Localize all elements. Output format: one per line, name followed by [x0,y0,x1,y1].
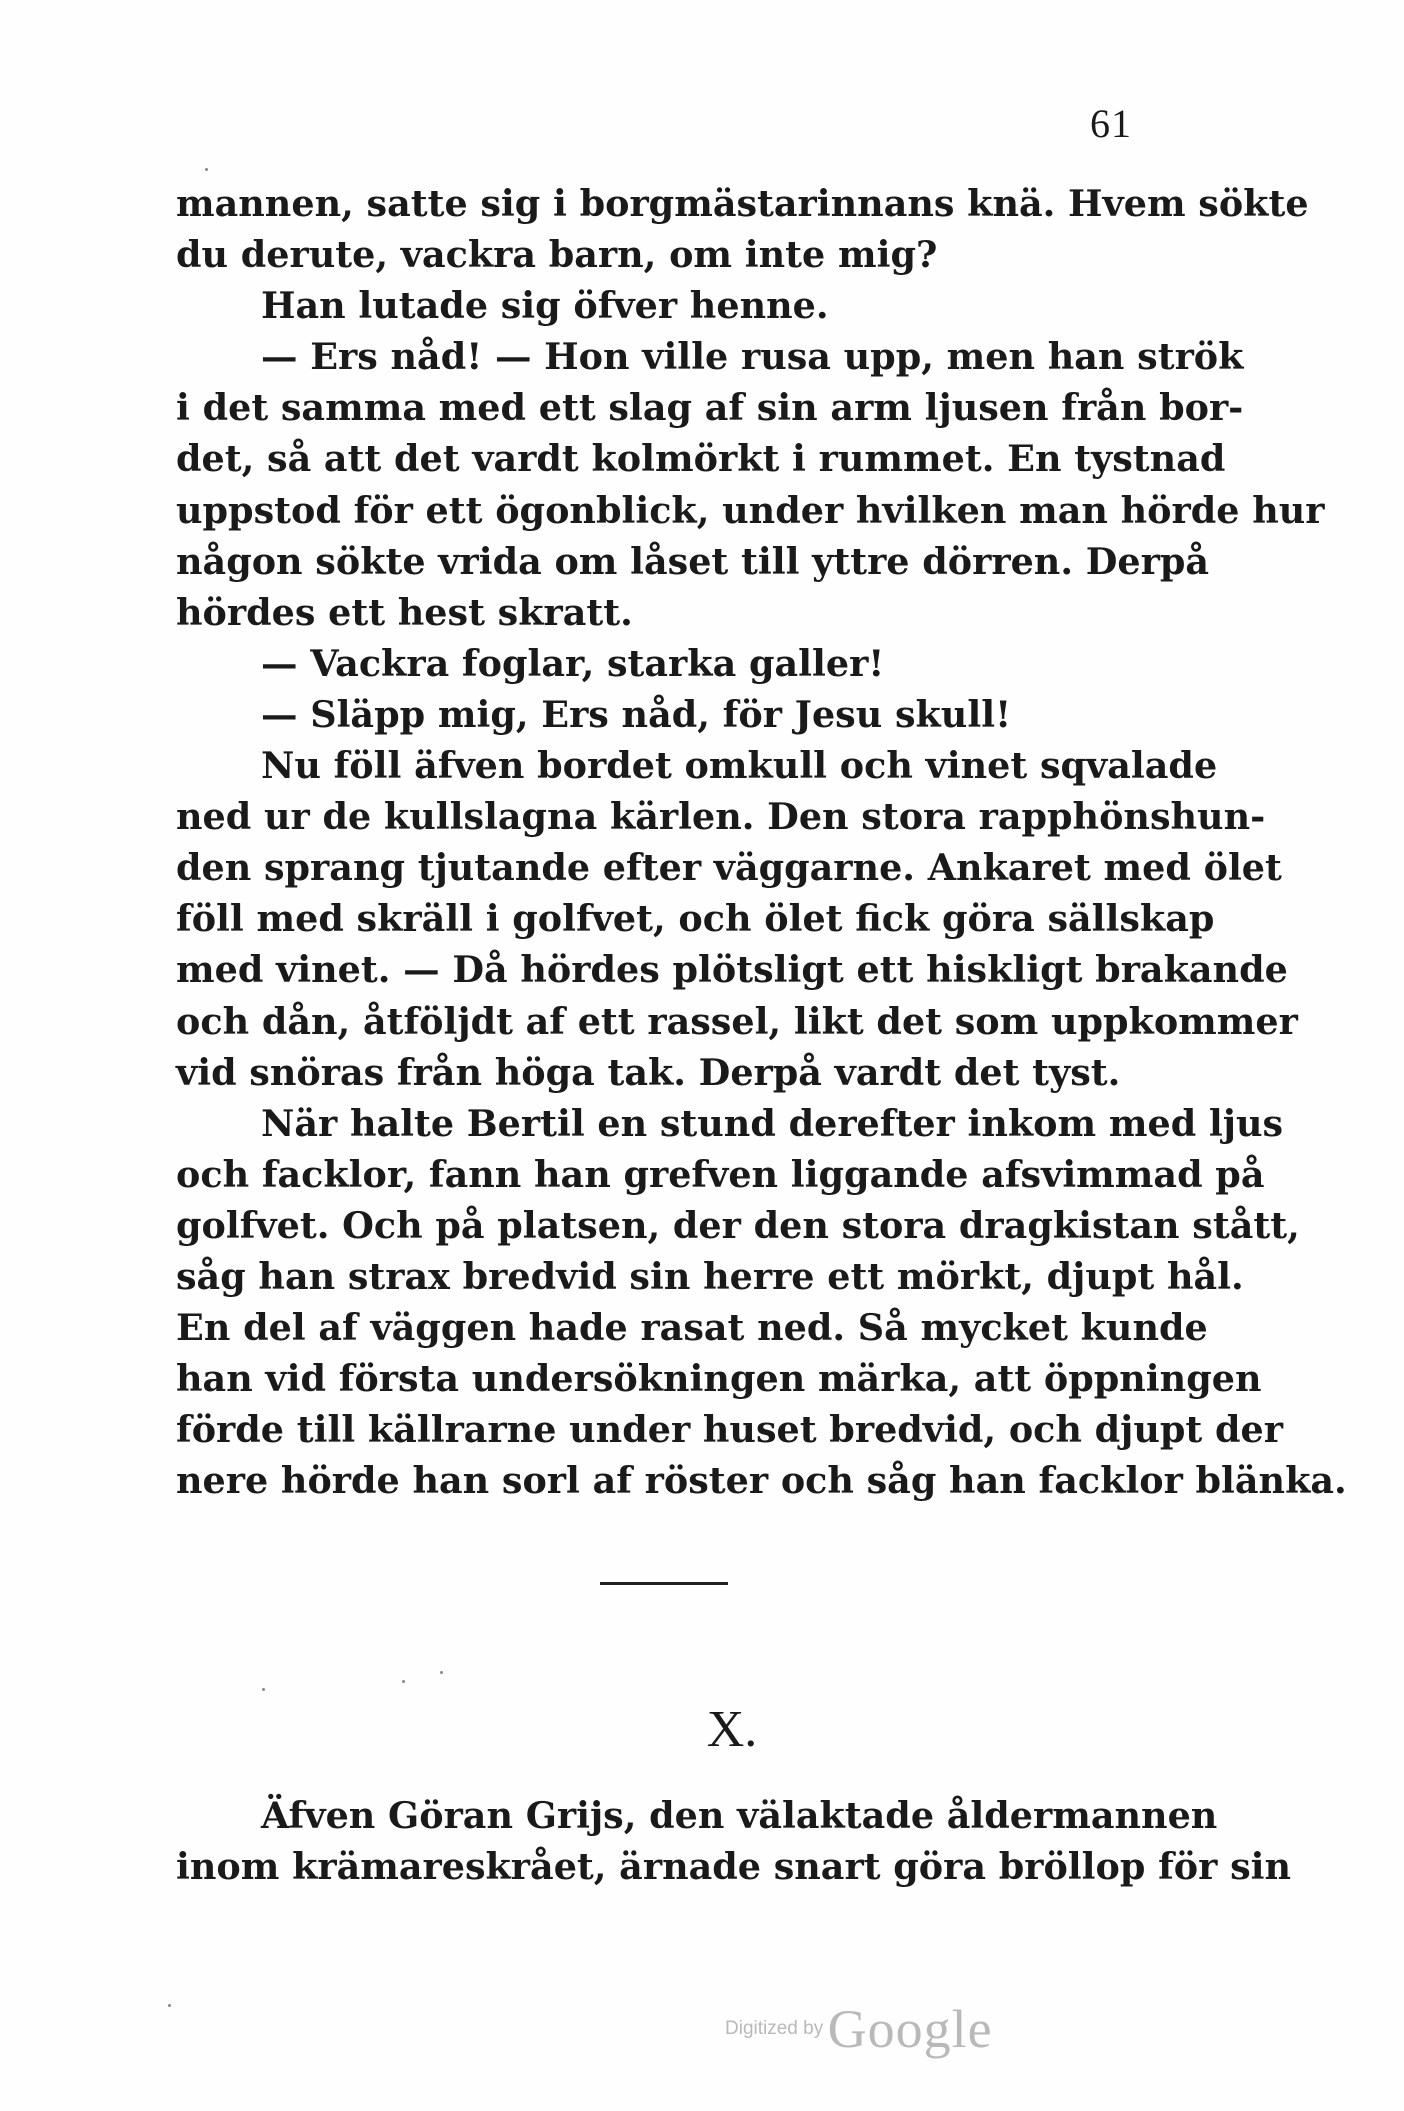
text-line: nere hörde han sorl af röster och såg han facklor blänka. [176,1459,1347,1503]
text-line: såg han strax bredvid sin herre ett mörkt, djupt hål. [176,1254,1244,1298]
chapter-text [176,1790,1292,1892]
text-line: den sprang tjutande efter väggarne. Ankaret med ölet [176,846,1282,890]
text-line: någon sökte vrida om låset till yttre dörren. Derpå [176,539,1210,583]
watermark-prefix: Digitized by [725,2018,824,2039]
text-line: Nu föll äfven bordet omkull och vinet sqvalade [261,744,1218,788]
text-line: och facklor, fann han grefven liggande afsvimmad på [176,1152,1265,1196]
text-line: uppstod för ett ögonblick, under hvilken man hörde hur [176,488,1325,532]
text-line: Han lutade sig öfver henne. [261,284,829,328]
text-line: du derute, vackra barn, om inte mig? [176,233,938,277]
text-line: inom krämareskrået, ärnade snart göra bröllop för sin [176,1845,1292,1889]
text-line: föll med skräll i golfvet, och ölet fick göra sällskap [176,897,1215,941]
section-divider [600,1582,728,1585]
chapter-heading [0,1700,1404,1759]
paper-speck [402,1680,405,1683]
paper-speck [440,1671,443,1674]
text-line: han vid första undersökningen märka, att öppningen [176,1357,1262,1401]
text-line: När halte Bertil en stund derefter inkom med ljus [261,1101,1284,1145]
watermark-logo: Google [827,1999,993,2059]
text-line: — Släpp mig, Ers nåd, för Jesu skull! [261,692,1012,736]
text-line: Äfven Göran Grijs, den välaktade åldermannen [261,1794,1218,1837]
text-line: förde till källrarne under huset bredvid, och djupt der [176,1408,1283,1452]
google-watermark [725,1998,993,2060]
text-line: golfvet. Och på platsen, der den stora dragkistan stått, [176,1203,1300,1247]
chapter-title: X. [706,1701,758,1758]
text-line: det, så att det vardt kolmörkt i rummet. En tystnad [176,437,1226,481]
body-text [176,178,1347,1506]
paper-speck [262,1688,265,1691]
text-line: i det samma med ett slag af sin arm ljusen från bor- [176,386,1244,430]
text-line: En del af väggen hade rasat ned. Så mycket kunde [176,1306,1208,1350]
text-line: med vinet. — Då hördes plötsligt ett hiskligt brakande [176,948,1288,992]
page-number: 61 [1090,101,1132,146]
text-line: hördes ett hest skratt. [176,590,633,634]
text-line: ned ur de kullslagna kärlen. Den stora rapphönshun- [176,795,1266,839]
text-line: — Vackra foglar, starka galler! [261,641,885,685]
text-line: mannen, satte sig i borgmästarinnans knä. Hvem sökte [176,182,1309,225]
text-line: vid snöras från höga tak. Derpå vardt det tyst. [176,1050,1121,1094]
paper-speck [205,168,208,171]
text-line: — Ers nåd! — Hon ville rusa upp, men han strök [261,335,1244,379]
paper-speck [168,2004,171,2007]
text-line: och dån, åtföljdt af ett rassel, likt det som uppkommer [176,999,1298,1043]
